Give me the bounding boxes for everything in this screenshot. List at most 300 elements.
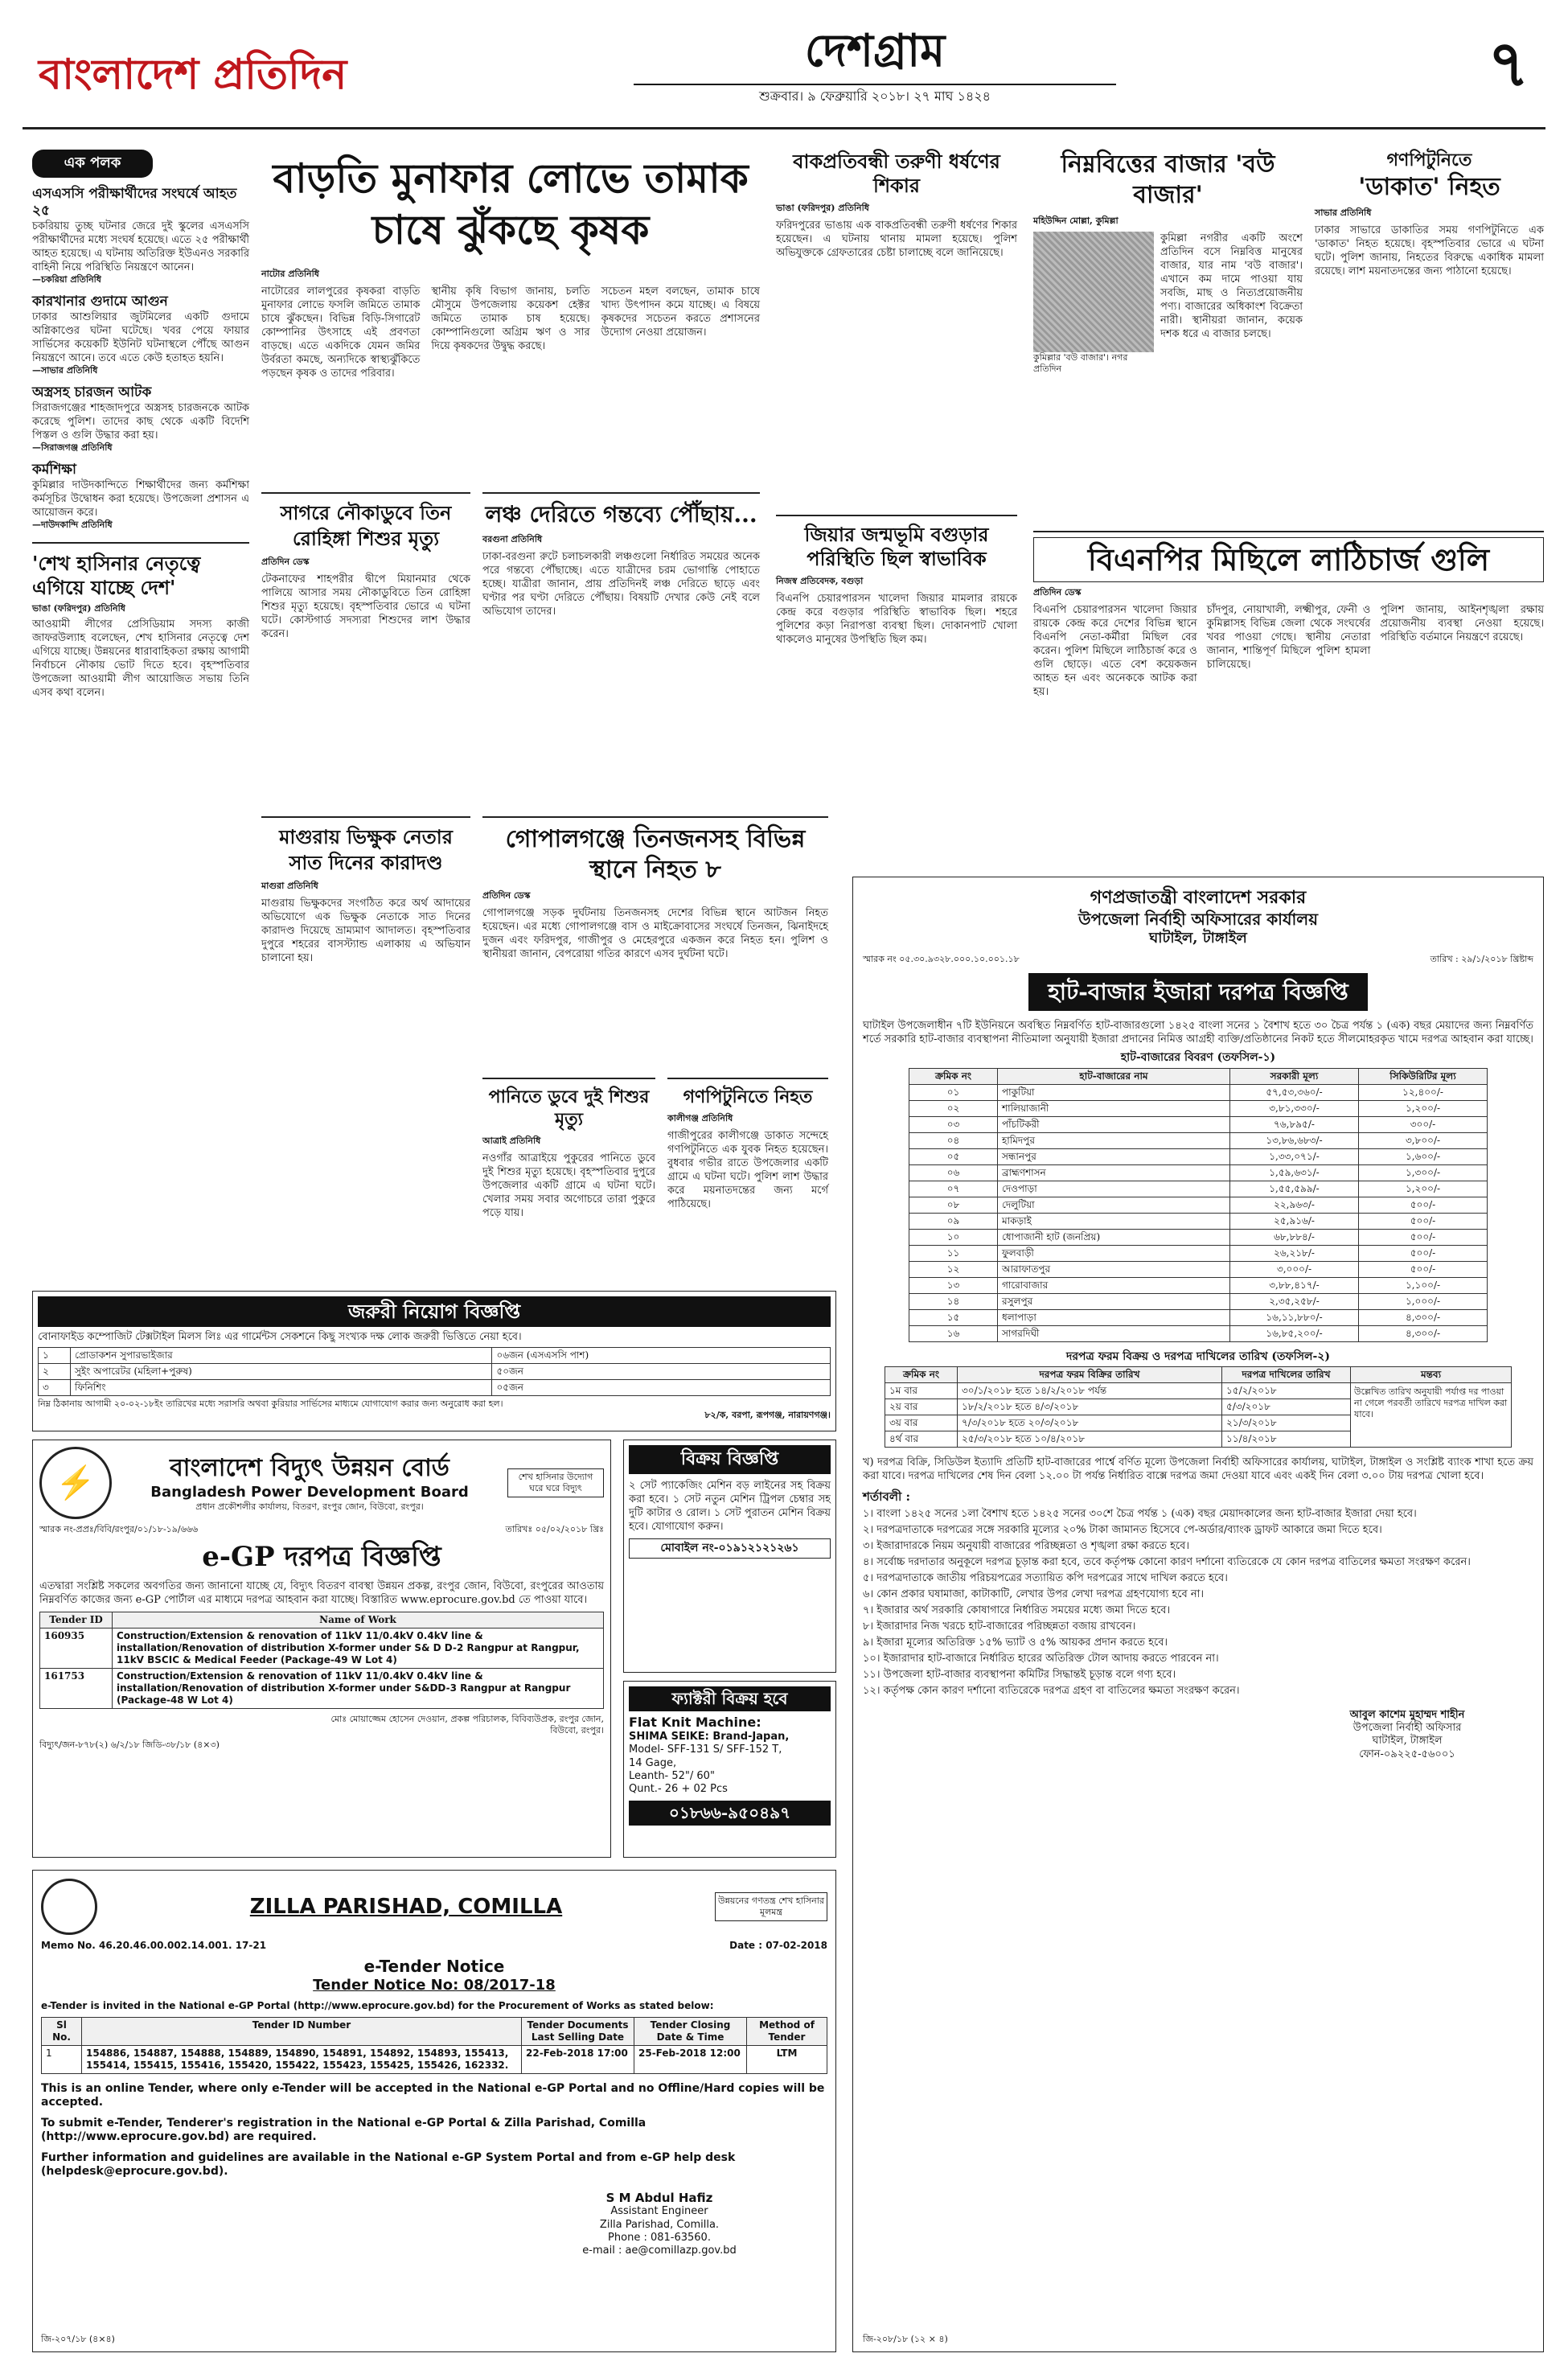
hat-signature [1281, 1709, 1533, 1761]
table-row [39, 1380, 831, 1396]
table-row [909, 1197, 1488, 1213]
headline: গোপালগঞ্জে তিনজনসহ বিভিন্ন স্থানে নিহত ৮ [505, 825, 806, 884]
cell: প্রোডাকশন সুপারভাইজার [71, 1348, 492, 1364]
govt-seal-icon [41, 1879, 97, 1935]
condition-item: ১২। কর্তৃপক্ষ কোন কারণ দর্শানো ব্যতিরেকে দরপত্র গ্রহণ বা বাতিলের ক্ষমতা সংরক্ষণ করেন। [863, 1684, 1240, 1697]
sale-body: ২ সেট প্যাকেজিং মেশিন বড় লাইনের সহ বিক্রয় করা হবে। ১ সেট নতুন মেশিন ট্রিপল চেম্বার সহ দুটি কাটার ও রোল। ১ সেট পুরাতন মেশিন বিক্রয় হবে। যোগাযোগ করুন। [629, 1479, 831, 1533]
cell: সন্ধানপুর [998, 1148, 1230, 1164]
cell: ১,৫৫,৫৯৯/- [1230, 1181, 1359, 1197]
table-row [885, 1383, 1351, 1399]
byline: প্রতিদিন ডেস্ক [1033, 587, 1082, 598]
cell: ১,০০০/- [1359, 1293, 1488, 1309]
table-row [909, 1213, 1488, 1229]
lead-byline: নাটোর প্রতিনিধি [261, 269, 319, 279]
cell: ৩ [39, 1380, 71, 1396]
hat-bazar-ad [852, 877, 1544, 2352]
brief-credit: —সাভার প্রতিনিধি [32, 364, 98, 376]
cell: ৭৬,৮৯৫/- [1230, 1116, 1359, 1132]
table-row [909, 1229, 1488, 1245]
col-header: Tender Documents Last Selling Date [522, 2017, 634, 2045]
story-body: পুলিশ জানায়, আইনশৃঙ্খলা রক্ষায় প্রয়োজনীয় ব্যবস্থা নেওয়া হয়েছে। পরিস্থিতি বর্তমানে নিয়ন্ত্রণে রয়েছে। [1380, 604, 1545, 643]
zilla-header [41, 1879, 827, 1935]
knit-length: Leanth- 52"/ 60" [629, 1769, 715, 1782]
hat-memo-row [863, 954, 1533, 965]
table-row [40, 1668, 604, 1708]
col-header: সিকিউরিটির মূল্য [1359, 1068, 1488, 1084]
table-row [909, 1164, 1488, 1181]
byline: নিজস্ব প্রতিবেদক, বগুড়া [776, 576, 864, 586]
hat-title-wrap [863, 973, 1533, 1011]
table-row [909, 1293, 1488, 1309]
col-header: Name of Work [113, 1612, 604, 1628]
col-header: মন্তব্য [1351, 1367, 1511, 1383]
table-header-row [909, 1068, 1488, 1084]
bpdb-tender-table [39, 1612, 604, 1709]
col-header: দরপত্র ফরম বিক্রির তারিখ [958, 1367, 1222, 1383]
knit-title: ফ্যাক্টরী বিক্রয় হবে [629, 1686, 831, 1711]
story-gonpituni [667, 1078, 828, 1287]
cell: মাকড়াই [998, 1213, 1230, 1229]
bpdb-date: তারিখঃ ০৫/০২/২০১৮ খ্রিঃ [505, 1524, 604, 1534]
hat-date: তারিখ : ২৯/১/২০১৮ খ্রিষ্টাব্দ [1430, 954, 1533, 964]
cell: ১ম বার [885, 1383, 958, 1399]
byline: আত্রাই প্রতিনিধি [482, 1136, 541, 1146]
cell: ০৯ [909, 1213, 998, 1229]
story-body: ঢাকার সাভারে ডাকাতির সময় গণপিটুনিতে এক 'ডাকাত' নিহত হয়েছে। বৃহস্পতিবার ভোরে এ ঘটনা ঘটে। পুলিশ জানায়, নিহতের বিরুদ্ধে একাধিক মামলা রয়েছে। লাশ ময়নাতদন্তের জন্য পাঠানো হয়েছে। [1315, 224, 1544, 277]
cell: ২৬,২১৮/- [1230, 1245, 1359, 1261]
cell: সাগরদিঘী [998, 1325, 1230, 1341]
story-launch [482, 492, 760, 806]
byline: প্রতিদিন ডেস্ক [482, 890, 531, 901]
condition-item: ১০। ইজারাদার হাট-বাজারে নির্ধারিত হারের অতিরিক্ত টোল আদায় করতে পারবেন না। [863, 1652, 1219, 1665]
zilla-notice-no: Tender Notice No: 08/2017-18 [313, 1977, 556, 1994]
brief-body: ঢাকার আশুলিয়ার জুটমিলের একটি গুদামে অগ্নিকাণ্ডের ঘটনা ঘটেছে। খবর পেয়ে ফায়ার সার্ভিসের কয়েকটি ইউনিট ঘটনাস্থলে পৌঁছে আগুন নিয়ন্ত্রণে আনে। তবে এতে কেউ হতাহত হয়নি। [32, 310, 249, 364]
story-body: চাঁদপুর, নোয়াখালী, লক্ষ্মীপুর, ফেনী ও কুমিল্লাসহ বিভিন্ন জেলা থেকে সংঘর্ষের খবর পাওয়া গেছে। স্থানীয় নেতারা জানান, শান্তিপূর্ণ মিছিলে পুলিশ হামলা চালিয়েছে। [1206, 604, 1371, 671]
col-header: হাট-বাজারের নাম [998, 1068, 1230, 1084]
cell: ২ [39, 1364, 71, 1380]
story-body: ফরিদপুরের ভাঙায় এক বাকপ্রতিবন্ধী তরুণী ধর্ষণের শিকার হয়েছেন। এ ঘটনায় থানায় মামলা হয়েছে। পুলিশ অভিযুক্তকে গ্রেফতারের চেষ্টা চালাচ্ছে বলে জানিয়েছে। [776, 220, 1017, 259]
bpdb-header [39, 1447, 604, 1519]
job-ad-title: জরুরী নিয়োগ বিজ্ঞপ্তি [38, 1296, 831, 1327]
col-header: Tender ID [40, 1612, 113, 1628]
tender-id: 161753 [40, 1668, 113, 1708]
cell: ০৫জন [492, 1380, 831, 1396]
cell: ১৪ [909, 1293, 998, 1309]
tender-id: 160935 [40, 1628, 113, 1668]
cell: LTM [747, 2045, 827, 2073]
brief-item [32, 384, 249, 454]
table-row [40, 1628, 604, 1668]
table-row [909, 1325, 1488, 1341]
cell: ৩,৮০০/- [1359, 1132, 1488, 1148]
story-gopalganj [482, 816, 828, 1066]
cell: দেওপাড়া [998, 1181, 1230, 1197]
hat-place: ঘাটাইল, টাঙ্গাইল [1149, 929, 1247, 947]
cell: ০২ [909, 1100, 998, 1116]
cell: 1 [42, 2045, 82, 2073]
story-pani [482, 1078, 655, 1287]
lead-body: স্থানীয় কৃষি বিভাগ জানায়, চলতি মৌসুমে উপজেলায় কয়েকশ হেক্টর জমিতে তামাক চাষ হয়েছে। কোম্পানিগুলো অগ্রিম ঋণ ও সার দিয়ে কৃষকদের উদ্বুদ্ধ করছে। [431, 285, 590, 352]
brief-body: চকরিয়ায় তুচ্ছ ঘটনার জেরে দুই স্কুলের এসএসসি পরীক্ষার্থীদের মধ্যে সংঘর্ষ হয়েছে। এতে ২৫ পরীক্ষার্থী আহত হয়েছে। এ ঘটনায় অতিরিক্ত ইউএনও সরকারি বাহিনী নিয়ে পরিস্থিতি নিয়ন্ত্রণে আনেন। [32, 220, 250, 273]
condition-item: ১। বাংলা ১৪২৫ সনের ১লা বৈশাখ হতে ১৪২৫ সনের ৩০শে চৈত্র পর্যন্ত ১ (এক) বছর মেয়াদকালের জন্য হাট-বাজার ইজারা দেয়া হবে। [863, 1507, 1417, 1520]
cell: ৪র্থ বার [885, 1431, 958, 1448]
masthead-divider [23, 127, 1545, 129]
col-header: সরকারী মূল্য [1230, 1068, 1359, 1084]
condition-item: ৬। কোন প্রকার ঘষামাজা, কাটাকাটি, লেখার উপর লেখা দরপত্র গ্রহণযোগ্য হবে না। [863, 1587, 1204, 1600]
bpdb-office: প্রধান প্রকৌশলীর কার্যালয়, বিতরণ, রংপুর জোন, বিউবো, রংপুর। [195, 1501, 424, 1512]
work-name: Construction/Extension & renovation of 11kV 11/0.4kV 0.4kV line & installation/Renovation of distribution X-former under S&DD-3 Rangpur at Rangpur (Package-48 W Lot 4) [113, 1668, 604, 1708]
job-ad [32, 1291, 836, 1431]
hat-table1-title: হাট-বাজারের বিবরণ (তফসিল-১) [1120, 1051, 1276, 1064]
cell: ৩,৮৮,৪১৭/- [1230, 1277, 1359, 1293]
knit-model: Model- SFF-131 S/ SFF-152 T, [629, 1744, 782, 1756]
sig-email: e-mail : ae@comillazp.gov.bd [582, 2245, 737, 2257]
sig-org: Zilla Parishad, Comilla. [599, 2218, 720, 2231]
table-row [909, 1261, 1488, 1277]
cell: ৫০০/- [1359, 1197, 1488, 1213]
sig-phone: Phone : 081-63560. [608, 2231, 711, 2244]
zilla-intro: e-Tender is invited in the National e-GP Portal (http://www.eprocure.gov.bd) for the Procurement of Works as stated below: [41, 1999, 714, 2011]
hat-intro: ঘাটাইল উপজেলাধীন ৭টি ইউনিয়নে অবস্থিত নিম্নবর্ণিত হাট-বাজারগুলো ১৪২৫ বাংলা সনের ১ বৈশাখ হতে ৩০ চৈত্র পর্যন্ত ১ (এক) বছর মেয়াদের জন্য নিম্নবর্ণিত শর্তে সরকারি হাট-বাজার ব্যবস্থাপনা নীতিমালা অনুযায়ী ইজারা প্রদানের নিমিত্ত আগ্রহী ব্যক্তি/প্রতিষ্ঠানের নিকট হতে সীলমোহরকৃত খামে দরপত্র আহবান করা যাচ্ছে। [863, 1020, 1533, 1045]
masthead [23, 16, 1545, 137]
knit-ad [623, 1681, 836, 1858]
cell: ১৩ [909, 1277, 998, 1293]
hat-date-table [885, 1366, 1351, 1448]
cell: সুইং অপারেটর (মহিলা+পুরুষ) [71, 1364, 492, 1380]
table-header-row [40, 1612, 604, 1628]
cell: ২য় বার [885, 1399, 958, 1415]
story-rohingya [261, 492, 470, 806]
cell: পাঁচটিকরী [998, 1116, 1230, 1132]
cell: ০৬জন (এসএসসি পাশ) [492, 1348, 831, 1364]
bpdb-title-block [120, 1453, 499, 1513]
cell: ৫০০/- [1359, 1245, 1488, 1261]
story-dakat [1315, 150, 1544, 520]
headline: 'শেখ হাসিনার নেতৃত্বে এগিয়ে যাচ্ছে দেশ' [32, 551, 201, 599]
bpdb-memo: স্মারক নং-প্রপ্রঃ/বিবি/রংপুর/০১/১৮-১৯/৬৬৬ [39, 1524, 199, 1534]
brief-headline: এসএসসি পরীক্ষার্থীদের সংঘর্ষে আহত ২৫ [32, 185, 237, 219]
table-row [39, 1348, 831, 1364]
col-header: Method of Tender [747, 2017, 827, 2045]
hat-price-rows [909, 1084, 1488, 1341]
kicker: গণপিটুনিতে [1386, 150, 1472, 170]
byline: ভাঙা (ফরিদপুর) প্রতিনিধি [776, 203, 869, 213]
cell: ০৭ [909, 1181, 998, 1197]
knit-brand: SHIMA SEIKE: Brand-Japan, [629, 1731, 790, 1743]
story-bnp [1033, 531, 1544, 860]
headline: সাগরে নৌকাডুবে তিন রোহিঙ্গা শিশুর মৃত্যু [280, 501, 452, 550]
col-header: Tender ID Number [82, 2017, 522, 2045]
zilla-slogan: উন্নয়নের গণতন্ত্র শেখ হাসিনার মূলমন্ত্র [715, 1892, 827, 1921]
cell: ১,৬০০/- [1359, 1148, 1488, 1164]
hat-memo: স্মারক নং ০৫.৩০.৯৩২৮.০০০.১০.০০১.১৮ [863, 954, 1020, 964]
bazar-content [1033, 232, 1303, 375]
condition-item: ৫। দরপত্রদাতাকে জাতীয় পরিচয়পত্রের সত্যায়িত কপি দরপত্রের সাথে দাখিল করতে হবে। [863, 1571, 1228, 1584]
zilla-title: ZILLA PARISHAD, COMILLA [249, 1894, 563, 1919]
byline: ভাঙা (ফরিদপুর) প্রতিনিধি [32, 602, 125, 614]
bpdb-memo-row [39, 1524, 604, 1535]
bpdb-signer: মোঃ মোয়াজ্জেম হোসেন দেওয়ান, প্রকল্প পরিচালক, বিবিব্যউপ্রক, রংপুর জোন, বিউবো, রংপুর। [330, 1713, 604, 1735]
table-row [909, 1132, 1488, 1148]
condition-item: ৪। সর্বোচ্চ দরদাতার অনুকূলে দরপত্র চূড়ান্ত করা হবে, তবে কর্তৃপক্ষ কোনো কারণ দর্শানো ব্যতিরেকে যে কোন দরপত্র বাতিলের ক্ষমতা সংরক্ষণ করেন। [863, 1555, 1471, 1568]
story-body: বিএনপি চেয়ারপারসন খালেদা জিয়ার মামলার রায়কে কেন্দ্র করে বগুড়ার পরিস্থিতি স্বাভাবিক ছিল। শহরে পুলিশের কড়া নিরাপত্তা ব্যবস্থা ছিল। দোকানপাট খোলা থাকলেও মানুষের উপস্থিতি ছিল কম। [776, 593, 1017, 646]
sale-ad [623, 1440, 836, 1673]
cell: গারোবাজার [998, 1277, 1230, 1293]
market-photo [1033, 232, 1154, 352]
cell: ৫৭,৫৩,৩৬০/- [1230, 1084, 1359, 1100]
cell: ০৮ [909, 1197, 998, 1213]
hat-date-comment [1351, 1366, 1512, 1448]
cell: ০৬ [909, 1164, 998, 1181]
cell: ১,১০০/- [1359, 1277, 1488, 1293]
brief-item [32, 294, 249, 376]
brief-headline: কর্মশিক্ষা [32, 461, 76, 478]
cell: ৩,৮১,৩৩০/- [1230, 1100, 1359, 1116]
zilla-parishad-ad [32, 1870, 836, 2352]
hat-office: উপজেলা নির্বাহী অফিসারের কার্যালয় [1077, 909, 1318, 929]
table-row [909, 1309, 1488, 1325]
job-ad-intro: বোনাফাইড কম্পোজিট টেক্সটাইল মিলস লিঃ এর গার্মেন্টস সেকশনে কিছু সংখ্যক দক্ষ লোক জরুরী ভিত্তিতে নেয়া হবে। [38, 1331, 522, 1343]
brief-body: সিরাজগঞ্জের শাহজাদপুরে অস্ত্রসহ চারজনকে আটক করেছে পুলিশ। তাদের কাছ থেকে একটি বিদেশি পিস্তল ও গুলি উদ্ধার করা হয়। [32, 401, 249, 442]
sig-place: ঘাটাইল, টাঙ্গাইল [1372, 1735, 1443, 1748]
cell: ৩য় বার [885, 1415, 958, 1431]
table-row [909, 1181, 1488, 1197]
sig-title: উপজেলা নির্বাহী অফিসার [1353, 1722, 1462, 1734]
cell: ৩০/১/২০১৮ হতে ১৪/২/২০১৮ পর্যন্ত [958, 1383, 1222, 1399]
hat-conditions-title: শর্তাবলী : [863, 1489, 911, 1504]
condition-item: ২। দরপত্রদাতাকে দরপত্রের সঙ্গে সরকারি মূল্যের ২০% টাকা জামানত হিসেবে পে-অর্ডার/ব্যাংক ড্রাফট আকারে জমা দিতে হবে। [863, 1523, 1382, 1536]
cell: ১,৩০০/- [1359, 1164, 1488, 1181]
table-row [909, 1245, 1488, 1261]
hat-date-note: উল্লেখিত তারিখ অনুযায়ী পর্যাপ্ত দর পাওয়া না গেলে পরবর্তী তারিখে দরপত্র দাখিল করা যাবে। [1354, 1386, 1508, 1419]
table-row [885, 1431, 1351, 1448]
headline: জিয়ার জন্মভূমি বগুড়ার পরিস্থিতি ছিল স্বাভাবিক [804, 523, 989, 570]
cell: ৫০০/- [1359, 1229, 1488, 1245]
ek-polok-column [32, 150, 249, 1002]
cell: ১৬ [909, 1325, 998, 1341]
bpdb-ref: বিদ্যুৎ/জন-৮৭৮(২) ৬/২/১৮ জিডি-৩৮/১৮ (৪×৩) [39, 1739, 220, 1750]
table-row [42, 2045, 827, 2073]
zilla-ref: জি-২০৭/১৮ (৪×৪) [41, 2334, 115, 2344]
condition-item: ৭। ইজারার অর্থ সরকারি কোষাগারে নির্ধারিত সময়ের মধ্যে জমা দিতে হবে। [863, 1604, 1171, 1616]
table-row [885, 1415, 1351, 1431]
brief-item [32, 186, 249, 285]
condition-item: ৮। ইজারাদার নিজ খরচে হাট-বাজারের পরিচ্ছন্নতা বজায় রাখবেন। [863, 1620, 1136, 1633]
sale-phone: মোবাইল নং-০১৯১২১২১২৬১ [629, 1538, 831, 1559]
cell: ধোপাজানী হাট (জনপ্রিয়) [998, 1229, 1230, 1245]
table-row [909, 1084, 1488, 1100]
headline: গণপিটুনিতে নিহত [683, 1086, 813, 1107]
lead-body: সচেতন মহল বলছেন, তামাক চাষে খাদ্য উৎপাদন কমে যাচ্ছে। এ বিষয়ে কৃষকদের সচেতন করতে প্রশাসনের উদ্যোগ নেওয়া প্রয়োজন। [601, 285, 760, 339]
cell: ২৫,৯১৬/- [1230, 1213, 1359, 1229]
cell: ৩,০০০/- [1230, 1261, 1359, 1277]
sig-phone: ফোন-০৯২২৫-৫৬০০১ [1359, 1748, 1455, 1760]
bpdb-title-bn: বাংলাদেশ বিদ্যুৎ উন্নয়ন বোর্ড [170, 1454, 449, 1482]
story-body: টেকনাফের শাহপরীর দ্বীপে মিয়ানমার থেকে পালিয়ে আসার সময় নৌকাডুবিতে তিন রোহিঙ্গা শিশুর মৃত্যু হয়েছে। বৃহস্পতিবার ভোরে এ ঘটনা ঘটে। কোস্টগার্ড সদস্যরা শিশুদের লাশ উদ্ধার করেন। [261, 573, 470, 640]
brief-headline: অস্ত্রসহ চারজন আটক [32, 384, 152, 400]
story-rape [776, 150, 1017, 503]
bpdb-slogan: শেখ হাসিনার উদ্যোগ ঘরে ঘরে বিদ্যুৎ [507, 1468, 604, 1497]
work-name: Construction/Extension & renovation of 11kV 11/0.4kV 0.4kV line & installation/Renovation of distribution X-former under S& D D-2 Rangpur at Rangpur, 11kV BSCIC & Medical Feeder (Package-49 W Lot 4) [113, 1628, 604, 1668]
table-row [909, 1148, 1488, 1164]
cell: আরাফাতপুর [998, 1261, 1230, 1277]
headline: লঞ্চ দেরিতে গন্তব্যে পৌঁছায়... [485, 501, 757, 528]
ek-polok-label: এক পলক [32, 150, 153, 178]
cell: ০৫ [909, 1148, 998, 1164]
table-row [909, 1100, 1488, 1116]
bazar-photo-block [1033, 232, 1154, 375]
cell: ২১/৩/২০১৮ [1222, 1415, 1351, 1431]
job-ad-address: ৮২/ক, বরপা, রূপগঞ্জ, নারায়ণগঞ্জ। [704, 1410, 831, 1420]
cell: 25-Feb-2018 12:00 [634, 2045, 747, 2073]
table-row [39, 1364, 831, 1380]
cell: ২৫/৩/২০১৮ হতে ১০/৪/২০১৮ [958, 1431, 1222, 1448]
cell: ব্রাহ্মণশাসন [998, 1164, 1230, 1181]
cell: ১১/৪/২০১৮ [1222, 1431, 1351, 1448]
condition-item: ১১। উপজেলা হাট-বাজার ব্যবস্থাপনা কমিটির সিদ্ধান্তই চূড়ান্ত বলে গণ্য হবে। [863, 1668, 1176, 1681]
story-bhikkhu [261, 816, 470, 1162]
byline: মাগুরা প্রতিনিধি [261, 881, 318, 891]
col-header: Tender Closing Date & Time [634, 2017, 747, 2045]
cell: ফুলবাড়ী [998, 1245, 1230, 1261]
cell: ধলাপাড়া [998, 1309, 1230, 1325]
brief-headline: কারখানার গুদামে আগুন [32, 293, 168, 310]
col-header: Sl No. [42, 2017, 82, 2045]
zilla-note-2: To submit e-Tender, Tenderer's registration in the National e-GP Portal & Zilla Parishad, Comilla (http://www.eprocure.gov.bd) are required. [41, 2116, 646, 2143]
hat-date-rows [885, 1383, 1351, 1448]
cell: রসুলপুর [998, 1293, 1230, 1309]
table-header-row [42, 2017, 827, 2045]
job-table [38, 1347, 831, 1396]
story-body: আওয়ামী লীগের প্রেসিডিয়াম সদস্য কাজী জাফরউল্যাহ বলেছেন, শেখ হাসিনার নেতৃত্বে দেশ এগিয়ে যাচ্ছে। উন্নয়নের ধারাবাহিকতা রক্ষায় আগামী নির্বাচনে নৌকায় ভোট দিতে হবে। বৃহস্পতিবার উপজেলা আওয়ামী লীগ আয়োজিত সভায় তিনি এসব কথা বলেন। [32, 618, 249, 699]
condition-item: ৩। ইজারাদারকে নিয়ম অনুযায়ী বাজারের পরিচ্ছন্নতা ও শৃঙ্খলা রক্ষা করতে হবে। [863, 1539, 1190, 1552]
byline: সাভার প্রতিনিধি [1315, 207, 1372, 218]
zilla-memo: Memo No. 46.20.46.00.002.14.001. 17-21 [41, 1940, 267, 1951]
sig-name: আবুল কাশেম মুহাম্মদ শাহীন [1349, 1708, 1465, 1721]
cell: 154886, 154887, 154888, 154889, 154890, 154891, 154892, 154893, 155413, 155414, 155415, 155416, 155420, 155422, 155423, 155425, 155426, 162332. [82, 2045, 522, 2073]
cell: শালিয়াজানী [998, 1100, 1230, 1116]
cell: ০৪ [909, 1132, 998, 1148]
cell: ৪,৩০০/- [1359, 1325, 1488, 1341]
story-body: গোপালগঞ্জে সড়ক দুর্ঘটনায় তিনজনসহ দেশের বিভিন্ন স্থানে আটজন নিহত হয়েছেন। এর মধ্যে গোপালগঞ্জে বাস ও মাইক্রোবাসের সংঘর্ষে তিনজন, ঝিনাইদহে দুজন এবং ফরিদপুর, গাজীপুর ও মেহেরপুরে একজন করে নিহত হন। পুলিশ ও স্থানীয়রা জানান, বেপরোয়া গতির কারণে এসব দুর্ঘটনা ঘটে। [482, 907, 828, 960]
sale-title: বিক্রয় বিজ্ঞপ্তি [629, 1445, 831, 1474]
table-row [885, 1399, 1351, 1415]
hat-section-k: খ) দরপত্র বিক্রি, সিডিউল ইত্যাদি প্রতিটি হাট-বাজারের পার্শ্বে বর্ণিত মূল্যে উপজেলা নির্বাহী অফিসারের কার্যালয়, ঘাটাইল, টাঙ্গাইল ও সংশ্লিষ্ট ব্যাংক শাখা হতে ক্রয় করা যাবে। দরপত্র দাখিলের শেষ দিন বেলা ১২.০০ টা পর্যন্ত নির্ধারিত বাক্সে দরপত্র জমা দেওয়া যাবে এবং একই দিন বেলা ৩.০০ টায় দরপত্র খোলা হবে। [863, 1456, 1533, 1482]
date-line: শুক্রবার। ৯ ফেব্রুয়ারি ২০১৮। ২৭ মাঘ ১৪২৪ [634, 84, 1116, 105]
zilla-memo-row [41, 1940, 827, 1952]
lead-body-columns [261, 285, 760, 380]
byline: প্রতিদিন ডেস্ক [261, 557, 310, 567]
table-row [909, 1277, 1488, 1293]
brief-credit: —চকরিয়া প্রতিনিধি [32, 273, 101, 285]
cell: ১২ [909, 1261, 998, 1277]
cell: ফিনিশিং [71, 1380, 492, 1396]
hat-header [863, 887, 1533, 947]
brief-body: কুমিল্লার দাউদকান্দিতে শিক্ষার্থীদের জন্য কর্মশিক্ষা কর্মসূচির উদ্বোধন করা হয়েছে। উপজেলা প্রশাসন এ আয়োজন করে। [32, 478, 249, 519]
knit-gauge: 14 Gage, [629, 1756, 677, 1769]
cell: ৫০জন [492, 1364, 831, 1380]
cell: ১,৩৩,০৭১/- [1230, 1148, 1359, 1164]
cell: ১২,৪০০/- [1359, 1084, 1488, 1100]
brief-credit: —সিরাজগঞ্জ প্রতিনিধি [32, 442, 113, 453]
cell: ৫০০/- [1359, 1261, 1488, 1277]
headline: বিএনপির মিছিলে লাঠিচার্জ গুলি [1033, 537, 1544, 582]
cell: ১৩,৮৬,৬৮৩/- [1230, 1132, 1359, 1148]
cell: দেলুটিয়া [998, 1197, 1230, 1213]
hat-conditions-list [863, 1507, 1533, 1698]
cell: ১৬,১১,৮৮০/- [1230, 1309, 1359, 1325]
zilla-signature [491, 2191, 827, 2258]
cell: ১৬,৮৫,২০০/- [1230, 1325, 1359, 1341]
headline: মাগুরায় ভিক্ষুক নেতার সাত দিনের কারাদণ্ড [279, 825, 453, 874]
brief-item [32, 462, 249, 531]
paper-name: বাংলাদেশ প্রতিদিন [39, 50, 347, 99]
zilla-note-1: This is an online Tender, where only e-Tender will be accepted in the National e-GP Portal and no Offline/Hard copies will be accepted. [41, 2081, 825, 2109]
table-row [909, 1116, 1488, 1132]
lead-story [261, 150, 760, 479]
cell: ১,২০০/- [1359, 1181, 1488, 1197]
zilla-tender-table [41, 2017, 827, 2074]
cell: ১৫ [909, 1309, 998, 1325]
cell: ৬৮,৮৮৪/- [1230, 1229, 1359, 1245]
knit-phone: ০১৮৬৬-৯৫০৪৯৭ [629, 1801, 831, 1826]
sig-title: Assistant Engineer [610, 2205, 708, 2218]
hat-title: হাট-বাজার ইজারা দরপত্র বিজ্ঞপ্তি [1028, 973, 1368, 1011]
cell: ৫/৩/২০১৮ [1222, 1399, 1351, 1415]
cell: ২২,৯৬৩/- [1230, 1197, 1359, 1213]
cell: ৪,৩০০/- [1359, 1309, 1488, 1325]
hat-ref: জি-২০৮/১৮ (১২ × ৪) [863, 2334, 948, 2344]
cell: ২,৩৫,২৫৮/- [1230, 1293, 1359, 1309]
cell: ০১ [909, 1084, 998, 1100]
knit-qty: Qunt.- 26 + 02 Pcs [629, 1783, 728, 1795]
story-body: কুমিল্লা নগরীর একটি অংশে প্রতিদিন বসে নিম্নবিত্ত মানুষের বাজার, যার নাম 'বউ বাজার'। এখানে কম দামে পাওয়া যায় সবজি, মাছ ও নিত্যপ্রয়োজনীয় পণ্য। বাজারের অধিকাংশ বিক্রেতা নারী। স্থানীয়রা জানান, কয়েক দশক ধরে এ বাজার চলছে। [1160, 232, 1303, 340]
cell: 22-Feb-2018 17:00 [522, 2045, 634, 2073]
story-body: ঢাকা-বরগুনা রুটে চলাচলকারী লঞ্চগুলো নির্ধারিত সময়ের অনেক পরে গন্তব্যে পৌঁছাচ্ছে। এতে যাত্রীদের চরম ভোগান্তি পোহাতে হচ্ছে। যাত্রীরা জানান, প্রায় প্রতিদিনই লঞ্চ দেরিতে ছাড়ে এবং ঘণ্টার পর ঘণ্টা দেরিতে পৌঁছায়। বিষয়টি দেখার কেউ নেই বলে অভিযোগ তাদের। [482, 551, 760, 618]
story-hasina [32, 542, 249, 700]
cell: পাকুটিয়া [998, 1084, 1230, 1100]
bpdb-title-en: Bangladesh Power Development Board [150, 1483, 469, 1501]
cell: ৭/৩/২০১৮ হতে ২০/৩/২০১৮ [958, 1415, 1222, 1431]
story-twin [776, 515, 1017, 820]
col-header: ক্রমিক নং [909, 1068, 998, 1084]
cell: ১০ [909, 1229, 998, 1245]
cell: হামিদপুর [998, 1132, 1230, 1148]
page-number: ৭ [1487, 26, 1529, 101]
bpdb-intro: এতদ্বারা সংশ্লিষ্ট সকলের অবগতির জন্য জানানো যাচ্ছে যে, বিদ্যুৎ বিতরণ বাবস্থা উন্নয়ন প্রকল্প, রংপুর জোন, বিউবো, রংপুরের আওতায় নিম্নবর্ণিত কাজের জন্য e-GP পোর্টাল এর মাধ্যমে দরপত্র আহবান করা যাচ্ছে। বিস্তারিত www.eprocure.gov.bd তে পাওয়া যাবে। [39, 1579, 604, 1606]
hat-table2-title: দরপত্র ফরম বিক্রয় ও দরপত্র দাখিলের তারিখ (তফসিল-২) [1066, 1349, 1330, 1363]
bpdb-ad [32, 1440, 611, 1858]
cell: ৩০০/- [1359, 1116, 1488, 1132]
cell: ৫০০/- [1359, 1213, 1488, 1229]
cell: ০৩ [909, 1116, 998, 1132]
cell: ১,৫৯,৬৩১/- [1230, 1164, 1359, 1181]
knit-machine: Flat Knit Machine: [629, 1715, 761, 1730]
bnp-body-columns [1033, 603, 1544, 699]
cell: ১৫/২/২০১৮ [1222, 1383, 1351, 1399]
story-body: বিএনপি চেয়ারপারসন খালেদা জিয়ার রায়কে কেন্দ্র করে দেশের বিভিন্ন স্থানে বিএনপি নেতা-কর্মীরা মিছিল বের করেন। পুলিশ মিছিলে লাঠিচার্জ করে ও গুলি ছোড়ে। এতে বেশ কয়েকজন আহত হন এবং অনেককে আটক করা হয়। [1033, 604, 1197, 698]
table-header-row [885, 1367, 1351, 1383]
job-ad-note: নিম্ন ঠিকানায় আগামী ২০-০২-১৮ইং তারিখের মধ্যে সরাসরি অথবা কুরিয়ার সার্ভিসের মাধ্যমে যোগাযোগ করার জন্য অনুরোধ করা হল। [38, 1399, 503, 1409]
story-body: মাগুরায় ভিক্ষুকদের সংগঠিত করে অর্থ আদায়ের অভিযোগে এক ভিক্ষুক নেতাকে সাত দিনের কারাদণ্ড দিয়েছে ভ্রাম্যমাণ আদালত। বৃহস্পতিবার দুপুরে শহরের বাসস্ট্যান্ড এলাকায় এ অভিযান চালানো হয়। [261, 897, 470, 964]
zilla-date: Date : 07-02-2018 [729, 1940, 827, 1951]
headline: 'ডাকাত' নিহত [1358, 172, 1500, 201]
byline: বরগুনা প্রতিনিধি [482, 534, 543, 544]
condition-item: ৯। ইজারা মূল্যের অতিরিক্ত ১৫% ভ্যাট ও ৫% আয়কর প্রদান করতে হবে। [863, 1636, 1168, 1649]
hat-govt: গণপ্রজাতন্ত্রী বাংলাদেশ সরকার [1090, 887, 1307, 908]
byline: মহিউদ্দিন মোল্লা, কুমিল্লা [1033, 216, 1119, 226]
headline: পানিতে ডুবে দুই শিশুর মৃত্যু [488, 1086, 650, 1130]
